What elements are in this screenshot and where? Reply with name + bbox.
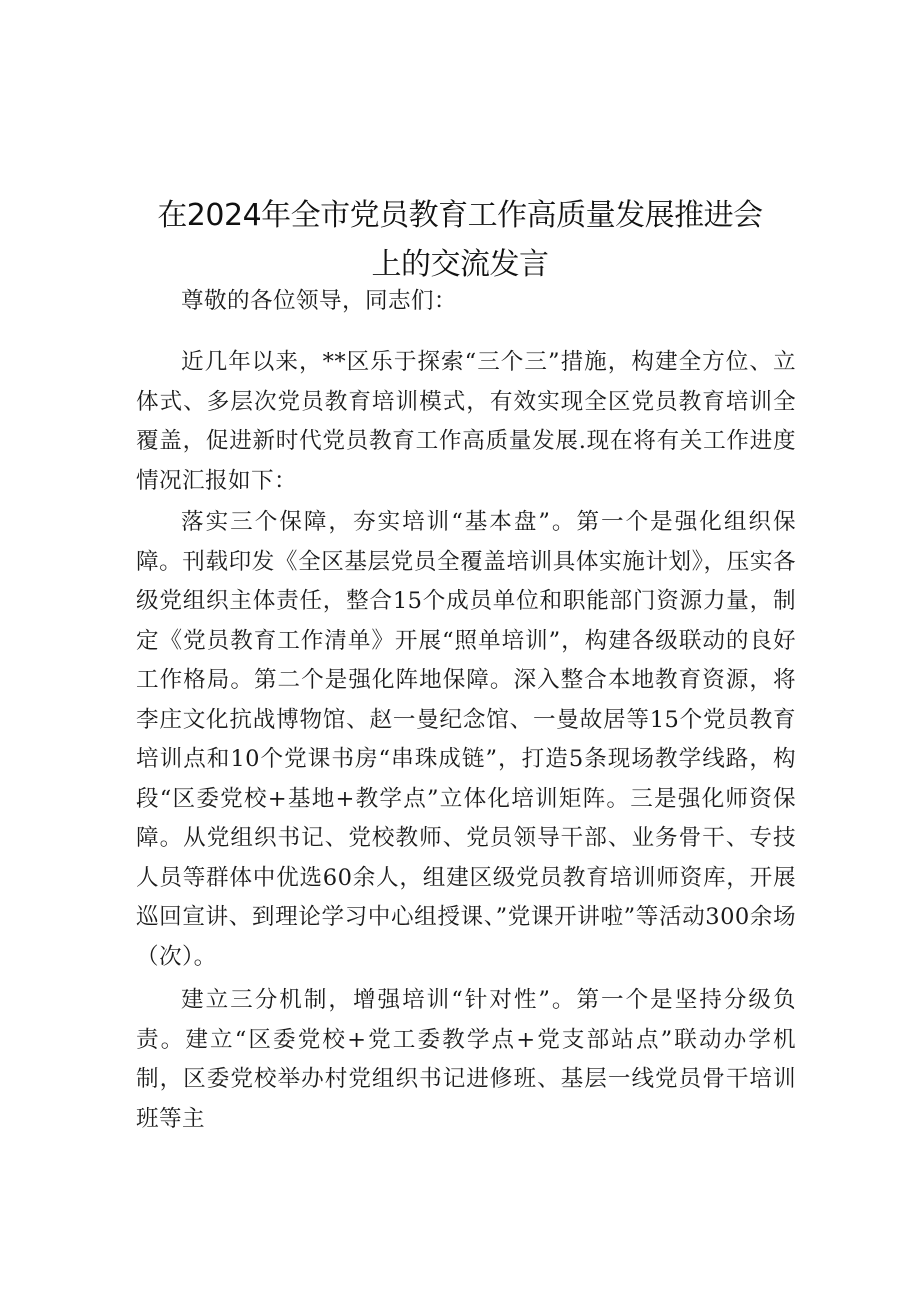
title-line-1: 在2024年全市党员教育工作高质量发展推进会 xyxy=(157,198,763,233)
paragraph-three-mechanisms: 建立三分机制，增强培训“针对性”。第一个是坚持分级负责。建立“区委党校+党工委教学点+党支部站点”联动办学机制，区委党校举办村党组织书记进修班、基层一线党员骨干培训班等主 xyxy=(136,987,796,1132)
document-title xyxy=(120,191,800,289)
title-line-2: 上的交流发言 xyxy=(371,247,549,282)
paragraph-three-guarantees: 落实三个保障，夯实培训“基本盘”。第一个是强化组织保障。刊载印发《全区基层党员全覆盖培训具体实施计划》，压实各级党组织主体责任，整合15个成员单位和职能部门资源力量，制定《党员教育工作清单》开展“照单培训”，构建各级联动的良好工作格局。第二个是强化阵地保障。深入整合本地教育资源，将李庄文化抗战博物馆、赵一曼纪念馆、一曼故居等15个党员教育培训点和10个党课书房“串珠成链”，打造5条现场教学线路，构段“区委党校+基地+教学点”立体化培训矩阵。三是强化师资保障。从党组织书记、党校教师、党员领导干部、业务骨干、专技人员等群体中优选60余人，组建区级党员教育培训师资库，开展巡回宣讲、到理论学习中心组授课、”党课开讲啦”等活动300余场（次）。 xyxy=(136,509,796,970)
greeting: 尊敬的各位领导，同志们： xyxy=(181,288,457,314)
paragraph-intro: 近几年以来，**区乐于探索“三个三”措施，构建全方位、立体式、多层次党员教育培训模式，有效实现全区党员教育培训全覆盖，促进新时代党员教育工作高质量发展.现在将有关工作进度情况汇报如下： xyxy=(136,349,796,494)
